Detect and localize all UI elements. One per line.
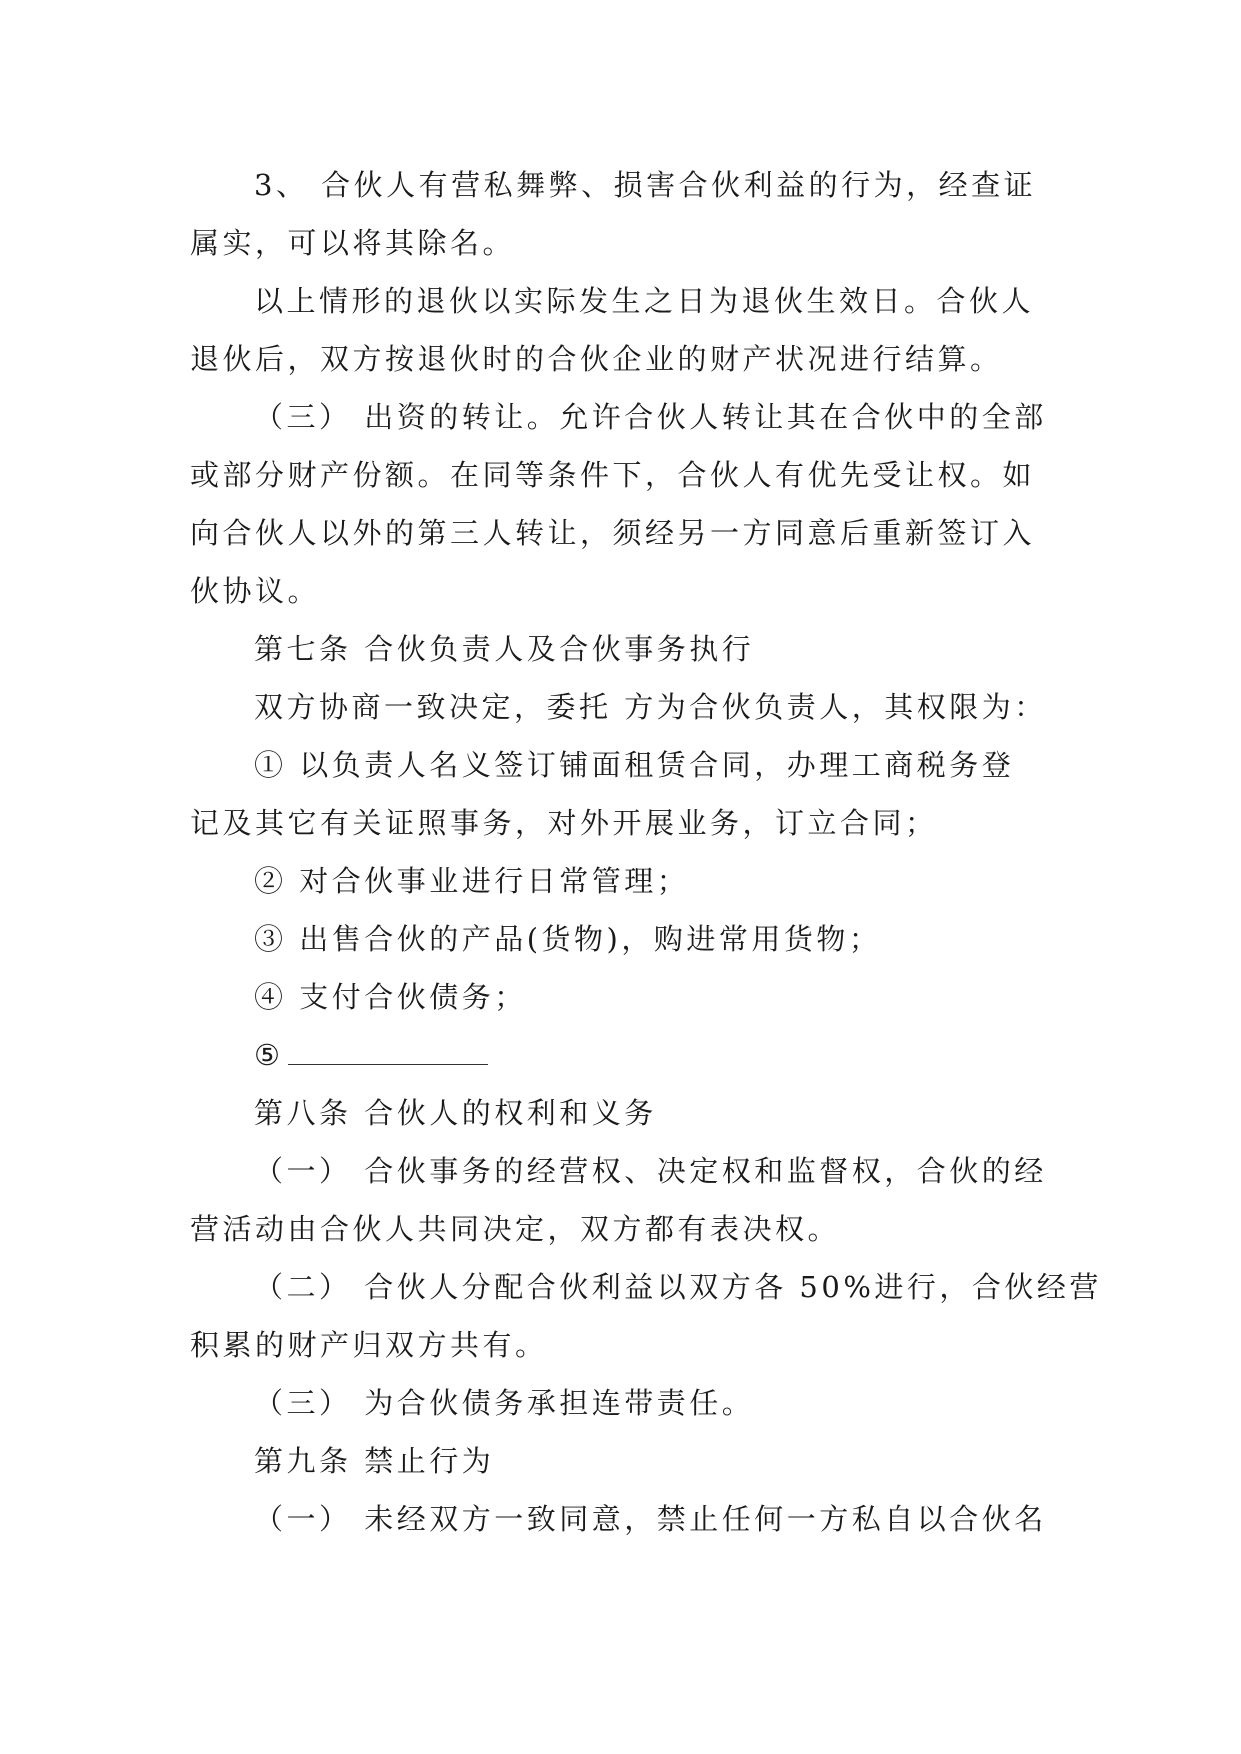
section-heading: 第九条 禁止行为 (254, 1444, 495, 1478)
text-line: 双方协商一致决定，委托 方为合伙负责人，其权限为： (254, 690, 1047, 724)
text-line: 或部分财产份额。在同等条件下，合伙人有优先受让权。如 (190, 458, 1036, 492)
text-line: 营活动由合伙人共同决定，双方都有表决权。 (190, 1212, 841, 1246)
fill-in-blank-line (288, 1062, 488, 1065)
document-body (190, 156, 1102, 1548)
section-heading: 第七条 合伙负责人及合伙事务执行 (254, 632, 755, 666)
text-line: 向合伙人以外的第三人转让，须经另一方同意后重新签订入 (190, 516, 1036, 550)
text-line: 伙协议。 (190, 574, 321, 608)
text-line: 积累的财产归双方共有。 (190, 1328, 548, 1362)
text-line: 记及其它有关证照事务，对外开展业务，订立合同； (190, 806, 938, 840)
section-heading: 第八条 合伙人的权利和义务 (254, 1096, 657, 1130)
text-line: （三） 为合伙债务承担连带责任。 (254, 1386, 755, 1420)
text-line: 3、 合伙人有营私舞弊、损害合伙利益的行为，经查证 (254, 168, 1037, 202)
text-line: 属实，可以将其除名。 (190, 226, 516, 260)
list-marker: ⑤ (254, 1038, 284, 1072)
text-line: 以上情形的退伙以实际发生之日为退伙生效日。合伙人 (254, 284, 1035, 318)
text-line: （二） 合伙人分配合伙利益以双方各 50%进行，合伙经营 (254, 1270, 1102, 1304)
list-item: ④ 支付合伙债务； (254, 980, 527, 1014)
text-line: （一） 未经双方一致同意，禁止任何一方私自以合伙名 (254, 1502, 1047, 1536)
text-line: 退伙后，双方按退伙时的合伙企业的财产状况进行结算。 (190, 342, 1003, 376)
text-line: （一） 合伙事务的经营权、决定权和监督权，合伙的经 (254, 1154, 1047, 1188)
list-item: ② 对合伙事业进行日常管理； (254, 864, 690, 898)
list-item (190, 1026, 1050, 1084)
text-line: （三） 出资的转让。允许合伙人转让其在合伙中的全部 (254, 400, 1047, 434)
list-item: ③ 出售合伙的产品(货物)，购进常用货物； (254, 922, 882, 956)
list-item: ① 以负责人名义签订铺面租赁合同，办理工商税务登 (254, 748, 1015, 782)
